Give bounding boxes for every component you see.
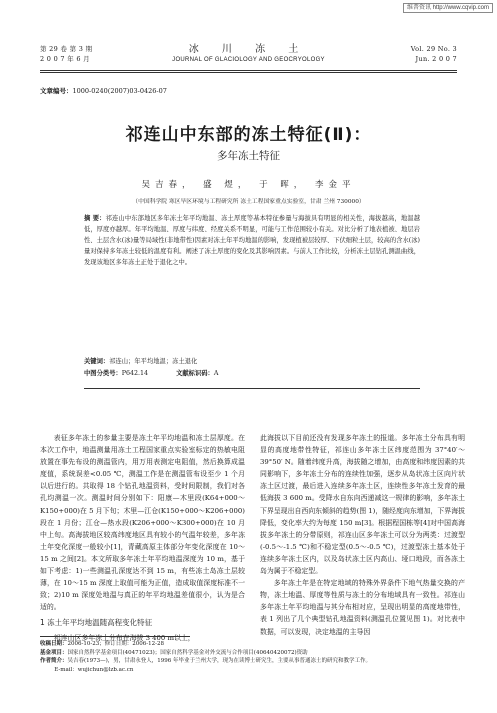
article-number [40, 86, 167, 95]
article-number-label: 文章编号： [40, 87, 73, 95]
footnote-label: 基金项目： [40, 649, 68, 656]
affiliation: （中国科学院 寒区旱区环境与工程研究所 冻土工程国家重点实验室，甘肃 兰州 730000） [132, 199, 365, 205]
footnote-email: E-mail：wujichun@lzb.ac.cn [54, 667, 134, 674]
section-heading: 1 冻土年平均地温随高程变化特征 [40, 618, 153, 628]
header-rule-thin [40, 72, 457, 73]
clc-label: 中图分类号： [84, 370, 122, 377]
footnote-label: 作者简介： [40, 658, 68, 665]
keywords-value: 祁连山；年平均地温；冻土退化 [109, 358, 198, 365]
issue-date: 2 0 0 7 年 6 月 [40, 55, 90, 63]
body-paragraph: 表征多年冻土的参量主要是冻土年平均地温和冻土层厚度。在本次工作中，地温测量用冻土工程国家重点实验室标定的热敏电阻放置在事先布设的测温管内，用万用表测定电阻值，然后换算成温度值，系统误差<0.05 ℃，测温工作是在测温管布设至少 1 个月以后进行的。共取得 18 个钻孔地温资料，受时间限制，我们对各孔均测温一次。测温时间分别如下：阳康—木里段(K64+000～K150+000)在 5 月下旬；木里—江仓(K150+000～K206+000)段在 1 月份；江仓—热水段(K206+000～K300+000)在 10 月中上旬。高海拔地区较高纬度地区具有较小的气温年较差，多年冻土年变化深度一般较小[1]，青藏高原主体部分年变化深度在 10～15 m 之间[2]。本文所取多年冻土年平均地温深度为 10 m，基于如下考虑：1)一些测温孔深度达不到 15 m，有些冻土岛冻土层较薄，在 10～15 m 深度上取值可能为正值，造成取值深度标准不一致；2)10 m 深度处地温与真正的年平均地温差值很小，认为是合适的。 [40, 434, 245, 612]
clc-value: P642.14 [121, 370, 149, 377]
header-rule [40, 70, 457, 71]
issue-date-en: Jun. 2 0 0 7 [415, 55, 457, 63]
footnote-rule [40, 636, 190, 637]
paper-title: 祁连山中东部的冻土特征(Ⅱ)： [125, 125, 372, 145]
footnote-text: 国家自然科学基金项目(40471023)；国家自然科学基金对外交流与合作项目(40640420072)资助 [67, 649, 308, 656]
volume-issue: 第 29 卷 第 3 期 [40, 45, 93, 53]
journal-header [40, 44, 457, 68]
volume-issue-en: Vol. 29 No. 3 [410, 45, 457, 53]
doc-code-label: 文献标识码： [176, 370, 214, 377]
footnotes [40, 640, 460, 675]
doc-code-value: A [213, 370, 219, 377]
footnote-author [40, 657, 460, 666]
body-paragraph: 此海拔以下目前还没有发现多年冻土的报道。多年冻土分布具有明显的高度地带性特征，祁连山多年冻土区纬度范围为 37°40′～39°50′ N。随着纬度升高，海拔随之增加，由高度和纬度因素的共同影响下，多年冻土分布的连续性加强，逐步从岛状冻土区向片状冻土区过渡，最后进入连续多年冻土区，连续性多年冻土发育的最低海拔 3 600 m。受降水自东向西递减这一规律的影响，多年冻土下界呈现出自西向东倾斜的趋势(图 1)，随经度向东增加，下界海拔降低，变化率大约为每度 150 m[3]。根据程国栋等[4]对中国高海拔多年冻土的分带原则，祁连山区多年冻土可以分为两类：过渡型(-0.5～-1.5 ℃)和不稳定型(0.5～-0.5 ℃)，过渡型冻土基本处于连续多年冻土区内，以及岛状冻土区内高山、垭口地段，而各冻土岛为属于不稳定型。 [260, 434, 465, 576]
watermark: 维普资讯 http://www.cqvip.com [403, 3, 493, 13]
footnote-text: 吴吉春(1973—)，男，甘肃永登人，1996 年毕业于兰州大学，现为在读博士研究生，主要从事普通冻土的研究和教学工作。 [67, 658, 372, 665]
left-column [40, 432, 245, 644]
footnote-text: 2006-10-23；修订日期：2006-12-28 [67, 641, 164, 647]
footnote-fund [40, 649, 460, 658]
right-column [260, 432, 465, 638]
body-paragraph: 祁连山区多年冻土分布在海拔 3 400 m以上， [53, 633, 195, 642]
footnote-label: 收稿日期： [40, 641, 68, 647]
header-center [40, 44, 457, 65]
keywords [84, 356, 420, 367]
body-paragraph: 多年冻土年是在特定地域的特殊外界条件下地气热量交换的产物，冻土地温、厚度等性质与冻土的分布地域具有一致性。祁连山多年冻土年平均地温与其分布相对应，呈现出明显的高度地带性，表 1 列出了几个典型钻孔地温资料(测温孔位置见图 1)。对比表中数据，可以发现，决定地温的主导因 [260, 579, 465, 636]
abstract-text: 祁连山中东部地区多年冻土年平均地温、冻土厚度等基本特征参量与海拔具有明显的相关性，海拔越高，地温越低，厚度亦越厚。年平均地温、厚度与纬度、经度关系不明显，可能与工作范围较小有关。对比分析了地表植被、地层岩性、土层含水(冰)量等局域性(非地带性)因素对冻土年平均地温的影响，发现植被层较厚、下伏细粒土层，较高的含水(冰)量对保持多年冻土较低的温度有利。阐述了冻土厚度的变化及其影响因素。与前人工作比较，分析冻土层钻孔测温曲线，发现该地区多年冻土正处于退化之中。 [84, 215, 420, 267]
classification [84, 368, 420, 379]
footnote-received [40, 640, 460, 649]
article-number-value: 1000-0240(2007)03-0426-07 [72, 87, 167, 95]
author-list: 吴吉春， 盛 煜， 于 晖， 李金平 [141, 180, 356, 190]
abstract-rule [84, 388, 420, 389]
journal-name-cn: 冰 川 冻 土 [188, 44, 309, 55]
journal-name-en: JOURNAL OF GLACIOLOGY AND GEOCRYOLOGY [172, 57, 325, 63]
abstract [84, 213, 420, 268]
paper-subtitle: 多年冻土特征 [217, 150, 280, 162]
header-right [411, 44, 457, 64]
keywords-label: 关键词： [84, 358, 110, 365]
abstract-label: 摘 要： [84, 215, 106, 222]
